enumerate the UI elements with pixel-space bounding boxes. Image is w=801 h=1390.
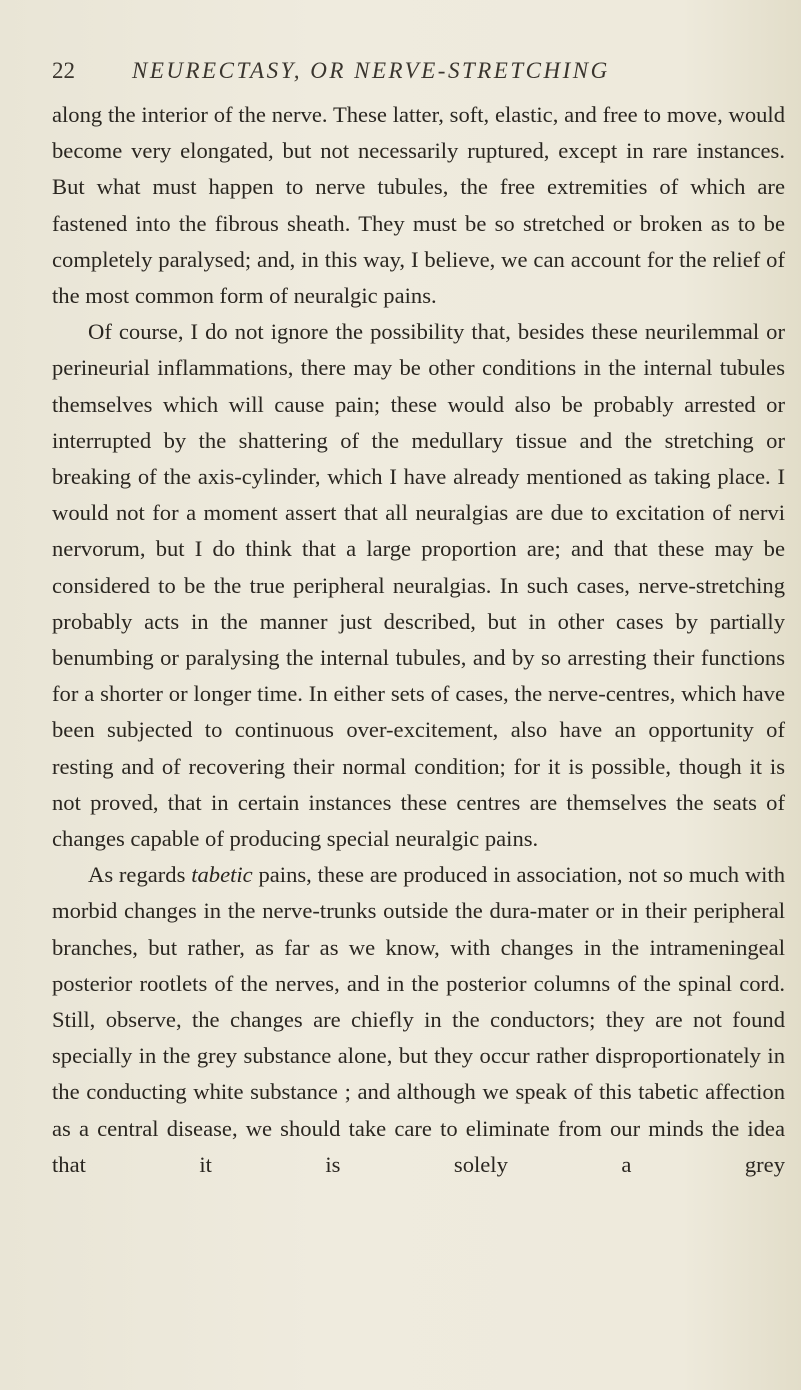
paragraph-continued: along the interior of the nerve. These latter, soft, elastic, and free to move, would become very elongated, but not necessarily ruptured, except in rare instances. But what must happen to nerve tubules, the free extremities of which are fastened into the fibrous sheath. They must be so stretched or broken as to be completely paralysed; and, in this way, I believe, we can account for the relief of the most common form of neuralgic pains. bbox=[52, 102, 785, 309]
running-title: NEURECTASY, OR NERVE-STRETCHING bbox=[132, 58, 610, 83]
page-number: 22 bbox=[52, 58, 75, 83]
tabetic-italic-term: tabetic bbox=[191, 862, 253, 888]
paragraph-tabetic-pains bbox=[52, 857, 785, 1183]
tabetic-text-after: pains, these are produced in association, not so much with morbid changes in the nerve-trunks outside the dura-mater or in their peripheral branches, but rather, as far as we know, with changes in the intrameningeal posterior rootlets of the nerves, and in the posterior columns of the spinal cord. Still, observe, the changes are chiefly in the conductors; they are not found specially in the grey substance alone, but they occur rather disproportionately in the conducting white substance ; and although we speak of this tabetic affection as a central disease, we should take care to eliminate from our minds the idea that it is solely a grey bbox=[52, 862, 785, 1177]
paragraph-of-course: Of course, I do not ignore the possibility that, besides these neurilemmal or perineurial inflammations, there may be other conditions in the internal tubules themselves which will cause pain; these would also be probably arrested or interrupted by the shattering of the medullary tissue and the stretching or breaking of the axis-cylinder, which I have already mentioned as taking place. I would not for a moment assert that all neuralgias are due to excitation of nervi nervorum, but I do think that a large proportion are; and that these may be considered to be the true peripheral neuralgias. In such cases, nerve-stretching probably acts in the manner just described, but in other cases by partially benumbing or paralysing the internal tubules, and by so arresting their functions for a shorter or longer time. In either sets of cases, the nerve-centres, which have been subjected to continuous over-excitement, also have an opportunity of resting and of recovering their normal condition; for it is possible, though it is not proved, that in certain instances these centres are themselves the seats of changes capable of producing special neuralgic pains. bbox=[52, 319, 785, 852]
page-header bbox=[52, 58, 783, 88]
body-text bbox=[52, 97, 785, 1183]
tabetic-text-before: As regards bbox=[88, 862, 192, 888]
